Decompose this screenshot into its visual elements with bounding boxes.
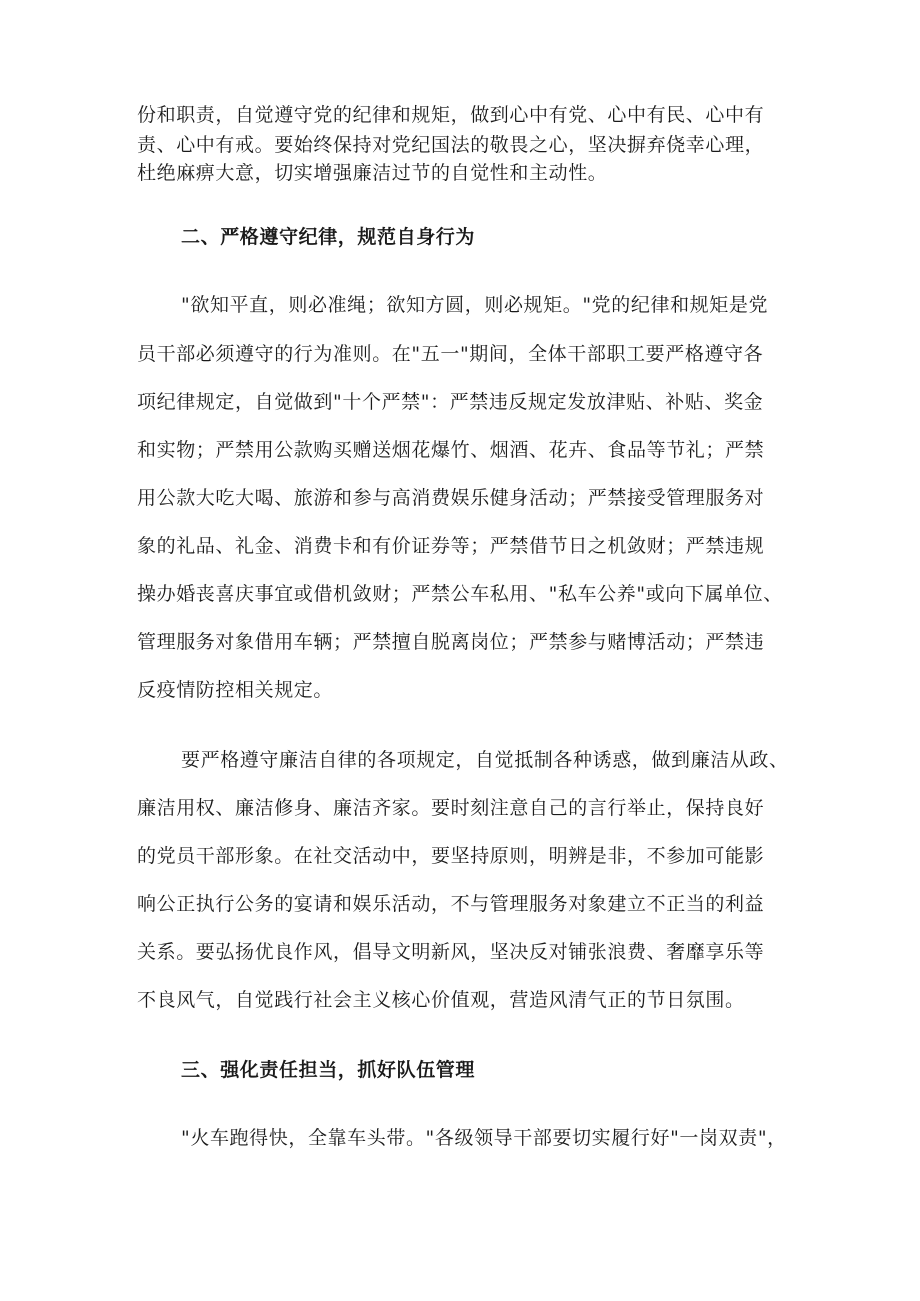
document-page: 份和职责，自觉遵守党的纪律和规矩，做到心中有党、心中有民、心中有 责、心中有戒。要始终保持对党纪国法的敬畏之心，坚决摒弃侥幸心理， 杜绝麻痹大意，切实增强廉洁过节的自觉性和主动性。 二、严格遵守纪律，规范自身行为 "欲知平直，则必准绳；欲知方圆，则必规矩。"党的纪律和规矩是党 员干部必须遵守的行为准则。在"五一"期间，全体干部职工要严格遵守各 项纪律规定，自觉做到"十个严禁"：严禁违反规定发放津贴、补贴、奖金 和实物；严禁用公款购买赠送烟花爆竹、烟酒、花卉、食品等节礼；严禁 用公款大吃大喝、旅游和参与高消费娱乐健身活动；严禁接受管理服务对 象的礼品、礼金、消费卡和有价证券等；严禁借节日之机敛财；严禁违规 操办婚丧喜庆事宜或借机敛财；严禁公车私用、"私车公养"或向下属单位、 管理服务对象借用车辆；严禁擅自脱离岗位；严禁参与赌博活动；严禁违 反疫情防控相关规定。 要严格遵守廉洁自律的各项规定，自觉抵制各种诱惑，做到廉洁从政、 廉洁用权、廉洁修身、廉洁齐家。要时刻注意自己的言行举止，保持良好 的党员干部形象。在社交活动中，要坚持原则，明辨是非，不参加可能影 响公正执行公务的宴请和娱乐活动，不与管理服务对象建立不正当的利益 关系。要弘扬优良作风，倡导文明新风，坚决反对铺张浪费、奢靡享乐等 不良风气，自觉践行社会主义核心价值观，营造风清气正的节日氛围。 三、强化责任担当，抓好队伍管理 "火车跑得快，全靠车头带。"各级领导干部要切实履行好"一岗双责"， <box>137 104 789 1149</box>
